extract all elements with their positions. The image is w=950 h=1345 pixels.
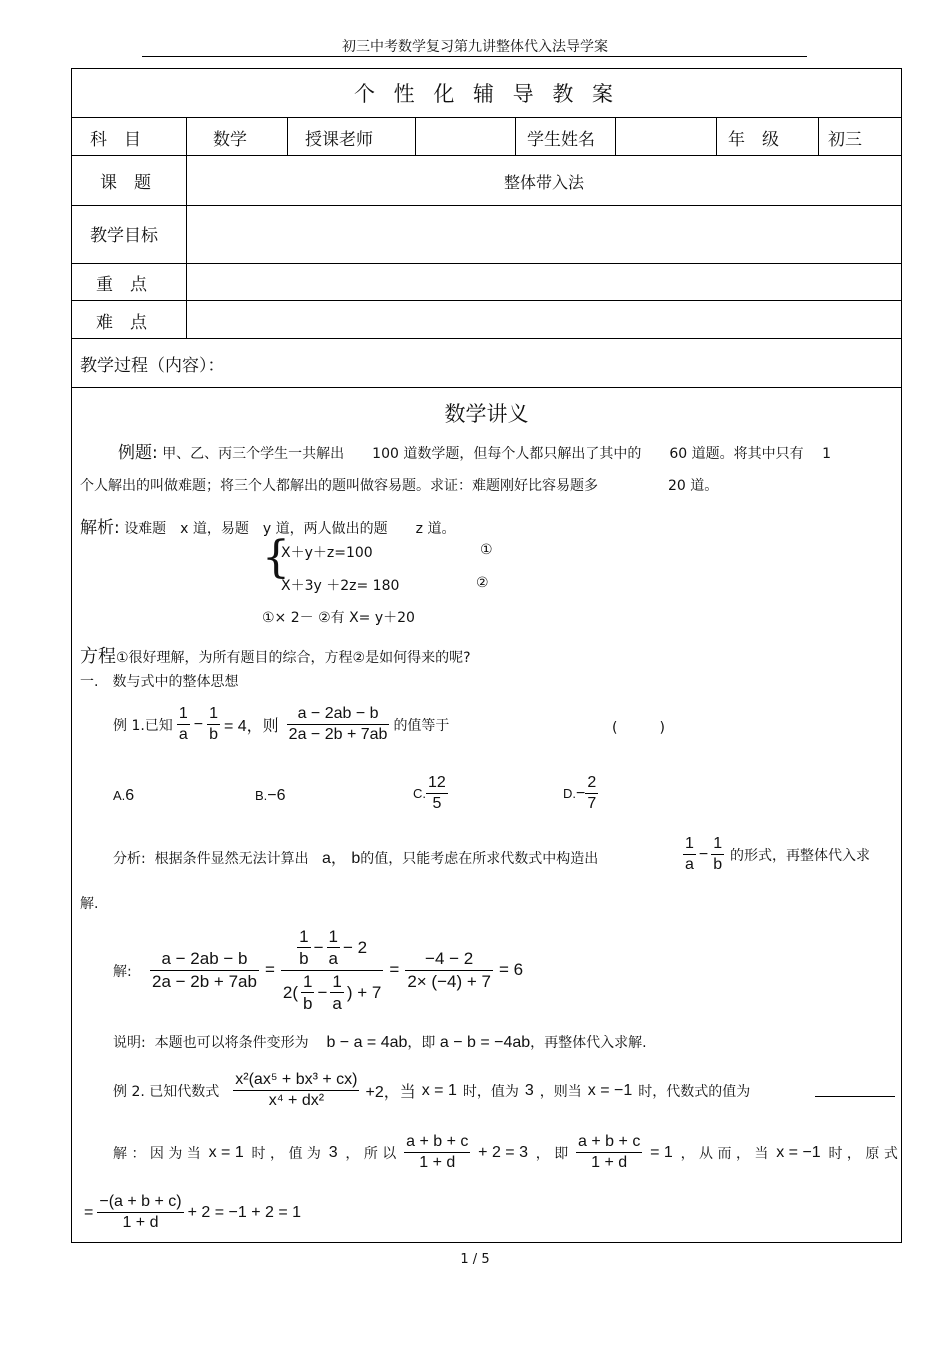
fenxi-text1: 根据条件显然无法计算出	[154, 851, 309, 867]
solution-2-line1: 解 ： 因 为 当 x = 1 时 ， 值 为 3 ， 所 以 $\frac{a + b + c}{1 + d}$ + 2 = 3 ， 即 $\frac{a + b + c}{1 + d}$ = 1 ， 从 而 ， 当 x = −1 时 ， 原 式	[113, 1133, 898, 1171]
note-line: 说明: 本题也可以将条件变形为 b − a = 4ab，即 a − b = −4ab，再整体代入求解.	[113, 1034, 647, 1051]
fenxi-text3: 的形式，再整体代入求	[730, 848, 870, 864]
fenxi-ab: a， b	[321, 850, 361, 867]
grade-value: 初三	[828, 130, 862, 150]
ex2-answer-blank[interactable]	[815, 1096, 895, 1097]
ex1-frac-1a: $\frac{1}{a}$	[178, 705, 188, 743]
sol1-result: = 6	[498, 960, 524, 979]
ex1-target-fraction: $\frac{a - 2ab - b}{2a - 2b + 7ab}$	[288, 705, 388, 743]
option-d[interactable]: D. − $\frac{2}{7}$	[563, 774, 597, 812]
question-line	[80, 642, 471, 668]
student-label: 学生姓名	[527, 130, 595, 150]
subject-label: 科 目	[90, 130, 141, 150]
difficulty-label: 难 点	[96, 313, 147, 333]
equation-brace: {	[262, 532, 290, 583]
fenxi-text4: 解.	[80, 896, 99, 912]
ex2-fraction: $\frac{\text{x²(ax⁵ + bx³ + cx)}}{\text{x⁴ + dx²}}$	[235, 1071, 358, 1109]
example-2: 例 2. 已知代数式 $\frac{\text{x²(ax⁵ + bx³ + cx)}}{\text{x⁴ + dx²}}$ +2，当 x = 1 时，值为 3 ，则当 x = −1 时，代数式的值为	[113, 1071, 751, 1109]
sol1-lhs: $\frac{a - 2ab - b}{2a - 2b + 7ab}$	[152, 949, 257, 991]
ex1-answer-blank[interactable]: ( )	[612, 720, 665, 736]
ex1-eq: = 4，则	[223, 718, 279, 735]
fenxi-fraction: $\frac{1}{a}$ − $\frac{1}{b}$	[685, 835, 723, 873]
analysis-label: 解析:	[80, 518, 120, 538]
sol1-rhs: $\frac{-4 - 2}{2\times (-4) + 7}$	[407, 949, 491, 991]
option-c[interactable]: C. $\frac{12}{5}$	[413, 774, 446, 812]
section-1-title: 一. 数与式中的整体思想	[80, 674, 239, 690]
equation-3: ①× 2－ ②有 X= y＋20	[262, 610, 415, 626]
option-b[interactable]: B.−6	[255, 787, 286, 804]
question-text: ①很好理解，为所有题目的综合，方程②是如何得来的呢?	[116, 650, 471, 666]
page-number: 1 / 5	[460, 1252, 490, 1267]
topic-value: 整体带入法	[503, 173, 584, 192]
equation-1: X＋y＋z=100	[281, 545, 373, 561]
equation-2-number: ②	[476, 575, 489, 591]
header-rule	[142, 56, 807, 57]
sol1-mid: $\frac{1}{b}$ − $\frac{1}{a}$ − 2 2( $\frac{1}{b}$ − $\frac{1}{a}$ ) + 7	[282, 927, 382, 1013]
option-a[interactable]: A.6	[113, 787, 135, 804]
fenxi-line	[113, 845, 598, 868]
solution-1-label: 解:	[113, 964, 132, 980]
solution-1: $\frac{a - 2ab - b}{2a - 2b + 7ab}$ = $\frac{1}{b}$ − $\frac{1}{a}$ − 2 2( $\frac{1}{b}$ − $\frac{1}{a}$ ) + 7 = $\frac{-4 - 2}{2\times (-4) + 7}$ = 6	[152, 927, 524, 1013]
lecture-title: 数学讲义	[444, 402, 529, 426]
subject-value: 数学	[213, 130, 247, 150]
page-header: 初三中考数学复习第九讲整体代入法导学案	[342, 39, 608, 55]
ex1-minus: −	[193, 715, 204, 733]
ex1-tail: 的值等于	[393, 717, 450, 734]
ex1-label: 例 1.已知	[113, 717, 173, 734]
process-label: 教学过程（内容）：	[80, 356, 225, 376]
key-label: 重 点	[96, 275, 147, 295]
fenxi-label: 分析:	[113, 851, 146, 867]
ex1-frac-1b: $\frac{1}{b}$	[209, 705, 218, 743]
example-1	[113, 704, 449, 745]
grade-label: 年 级	[728, 130, 779, 150]
analysis-text: 设难题 x 道，易题 y 道，两人做出的题 z 道。	[124, 521, 456, 537]
example-line2: 个人解出的叫做难题；将三个人都解出的题叫做容易题。求证：难题刚好比容易题多 20 道。	[80, 478, 719, 494]
example-label: 例题:	[118, 443, 158, 463]
equation-2: X＋3y ＋2z= 180	[281, 578, 400, 594]
equation-1-number: ①	[480, 542, 493, 558]
example-intro-line1	[118, 438, 831, 463]
solution-2-line2: = $\frac{-(a + b + c)}{1 + d}$ + 2 = −1 + 2 = 1	[84, 1193, 302, 1231]
table-title: 个 性 化 辅 导 教 案	[353, 82, 620, 106]
teacher-label: 授课老师	[305, 130, 373, 150]
question-big: 方程	[80, 646, 116, 667]
example-line1: 甲、乙、丙三个学生一共解出 100 道数学题，但每个人都只解出了其中的 60 道题。将其中只有 1	[162, 446, 831, 462]
fenxi-text2: 的值，只能考虑在所求代数式中构造出	[360, 851, 599, 867]
topic-label: 课 题	[100, 173, 151, 193]
goal-label: 教学目标	[90, 226, 158, 246]
